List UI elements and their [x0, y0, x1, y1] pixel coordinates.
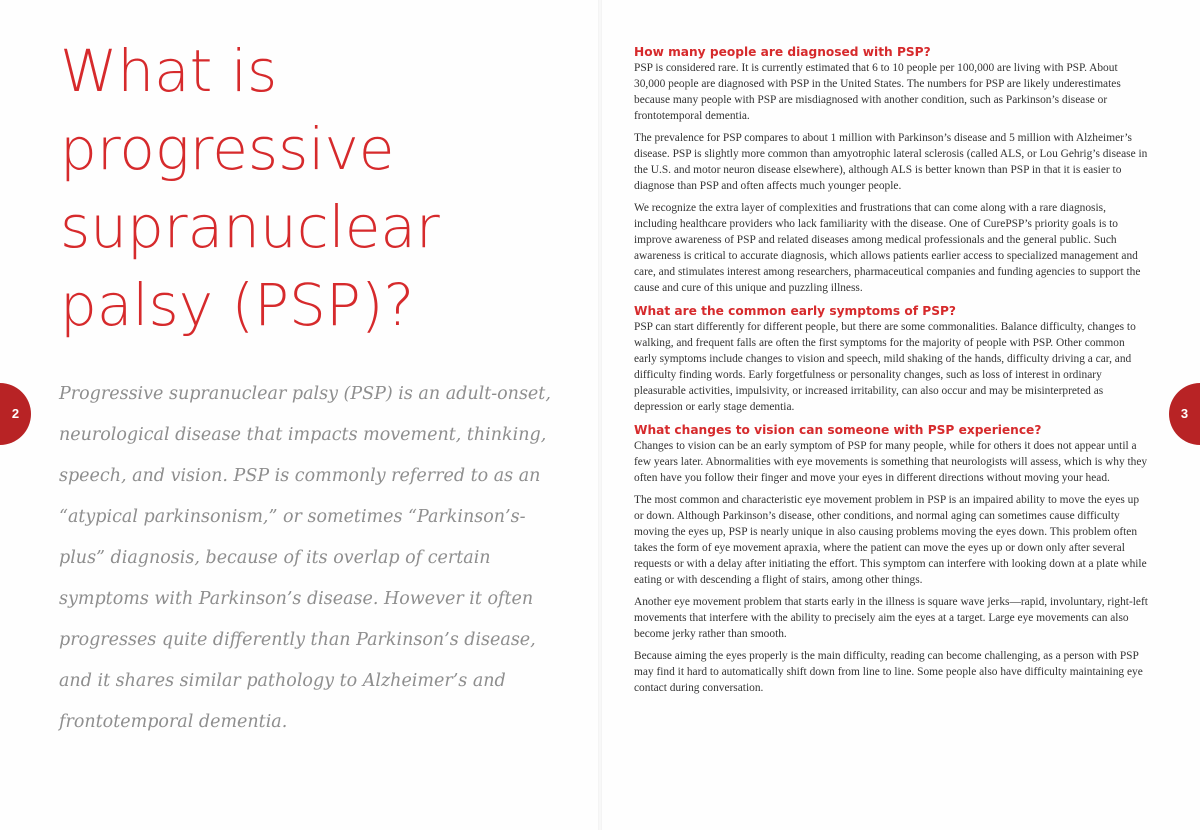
section-heading: What are the common early symptoms of PSP? [634, 304, 956, 318]
paragraph: PSP is considered rare. It is currently estimated that 6 to 10 people per 100,000 are living with PSP. About 30,000 people are diagnosed with PSP in the United States. The numbers for PSP are likely underestimates because many people with PSP are misdiagnosed with another condition, such as Parkinson’s disease or frontotemporal dementia. [634, 62, 1121, 122]
paragraph: Changes to vision can be an early symptom of PSP for many people, while for others it does not appear until a few years later. Abnormalities with eye movements is something that neurologists will assess, which is why they often have you follow their finger and move your eyes in different directions without moving your head. [634, 440, 1148, 484]
paragraph: Because aiming the eyes properly is the main difficulty, reading can become challenging, as a person with PSP may find it hard to automatically shift down from line to line. Some people also have difficulty maintaining eye contact during conversation. [634, 650, 1143, 694]
intro-paragraph: Progressive supranuclear palsy (PSP) is an adult-onset, neurological disease that impacts movement, thinking, speech, and vision. PSP is commonly referred to as an “atypical parkinsonism,” or sometimes “Parkinson’s-plus” diagnosis, because of its overlap of certain symptoms with Parkinson’s disease. However it often progresses quite differently than Parkinson’s disease, and it shares similar pathology to Alzheimer’s and frontotemporal dementia. [59, 384, 551, 732]
paragraph: Another eye movement problem that starts early in the illness is square wave jerks—rapid, involuntary, right-left movements that interfere with the ability to precisely aim the eyes at a target. Large eye movements can also become jerky rather than smooth. [634, 596, 1148, 640]
paragraph: We recognize the extra layer of complexities and frustrations that can come along with a rare diagnosis, including healthcare providers who lack familiarity with the disease. One of CurePSP’s priority goals is to improve awareness of PSP and related diseases among medical professionals and the general public. Such awareness is critical to accurate diagnosis, which allows patients earlier access to specialized management and care, and stimulates interest among researchers, pharmaceutical companies and funding agencies to support the cause and cure of this unique and puzzling illness. [634, 202, 1141, 294]
page-number: 3 [1180, 406, 1189, 421]
paragraph: The most common and characteristic eye movement problem in PSP is an impaired ability to move the eyes up or down. Although Parkinson’s disease, other conditions, and normal aging can sometimes cause difficulty moving the eyes up, PSP is nearly unique in also causing problems moving the eyes down. This problem often takes the form of eye movement apraxia, where the patient can move the eyes up or down only after several requests or with a delay after initiating the effort. This symptom can interfere with looking down at a plate while eating or with descending a flight of stairs, among other things. [634, 494, 1147, 586]
title-line: supranuclear [60, 193, 440, 261]
title-line: What is [60, 37, 278, 105]
section-how-many [634, 45, 1150, 296]
page-spine [598, 0, 602, 830]
section-heading: How many people are diagnosed with PSP? [634, 45, 931, 59]
title-line: progressive [60, 115, 395, 183]
section-vision-changes [634, 423, 1150, 696]
right-page-content [634, 43, 1150, 704]
section-early-symptoms [634, 304, 1150, 415]
page-title [60, 32, 560, 344]
paragraph: The prevalence for PSP compares to about 1 million with Parkinson’s disease and 5 million with Alzheimer’s disease. PSP is slightly more common than amyotrophic lateral sclerosis (called ALS, or Lou Gehrig’s disease in the U.S. and motor neuron disease elsewhere), although ALS is better known than PSP in that it is easier to diagnose than PSP and often affects much younger people. [634, 132, 1148, 192]
page-number-tab-left [0, 383, 31, 445]
page-number-tab-right [1169, 383, 1200, 445]
paragraph: PSP can start differently for different people, but there are some commonalities. Balance difficulty, changes to walking, and frequent falls are often the first symptoms for the majority of people with PSP. Other common early symptoms include changes to vision and speech, mild shaking of the hands, difficulty driving a car, and difficulty finding words. Early forgetfulness or personality changes, such as loss of interest in ordinary pleasurable activities, impulsivity, or increased irritability, can also occur and may be misinterpreted as depression or early stage dementia. [634, 321, 1136, 413]
title-line: palsy (PSP)? [60, 271, 415, 339]
page-number: 2 [11, 406, 20, 421]
section-heading: What changes to vision can someone with PSP experience? [634, 423, 1042, 437]
